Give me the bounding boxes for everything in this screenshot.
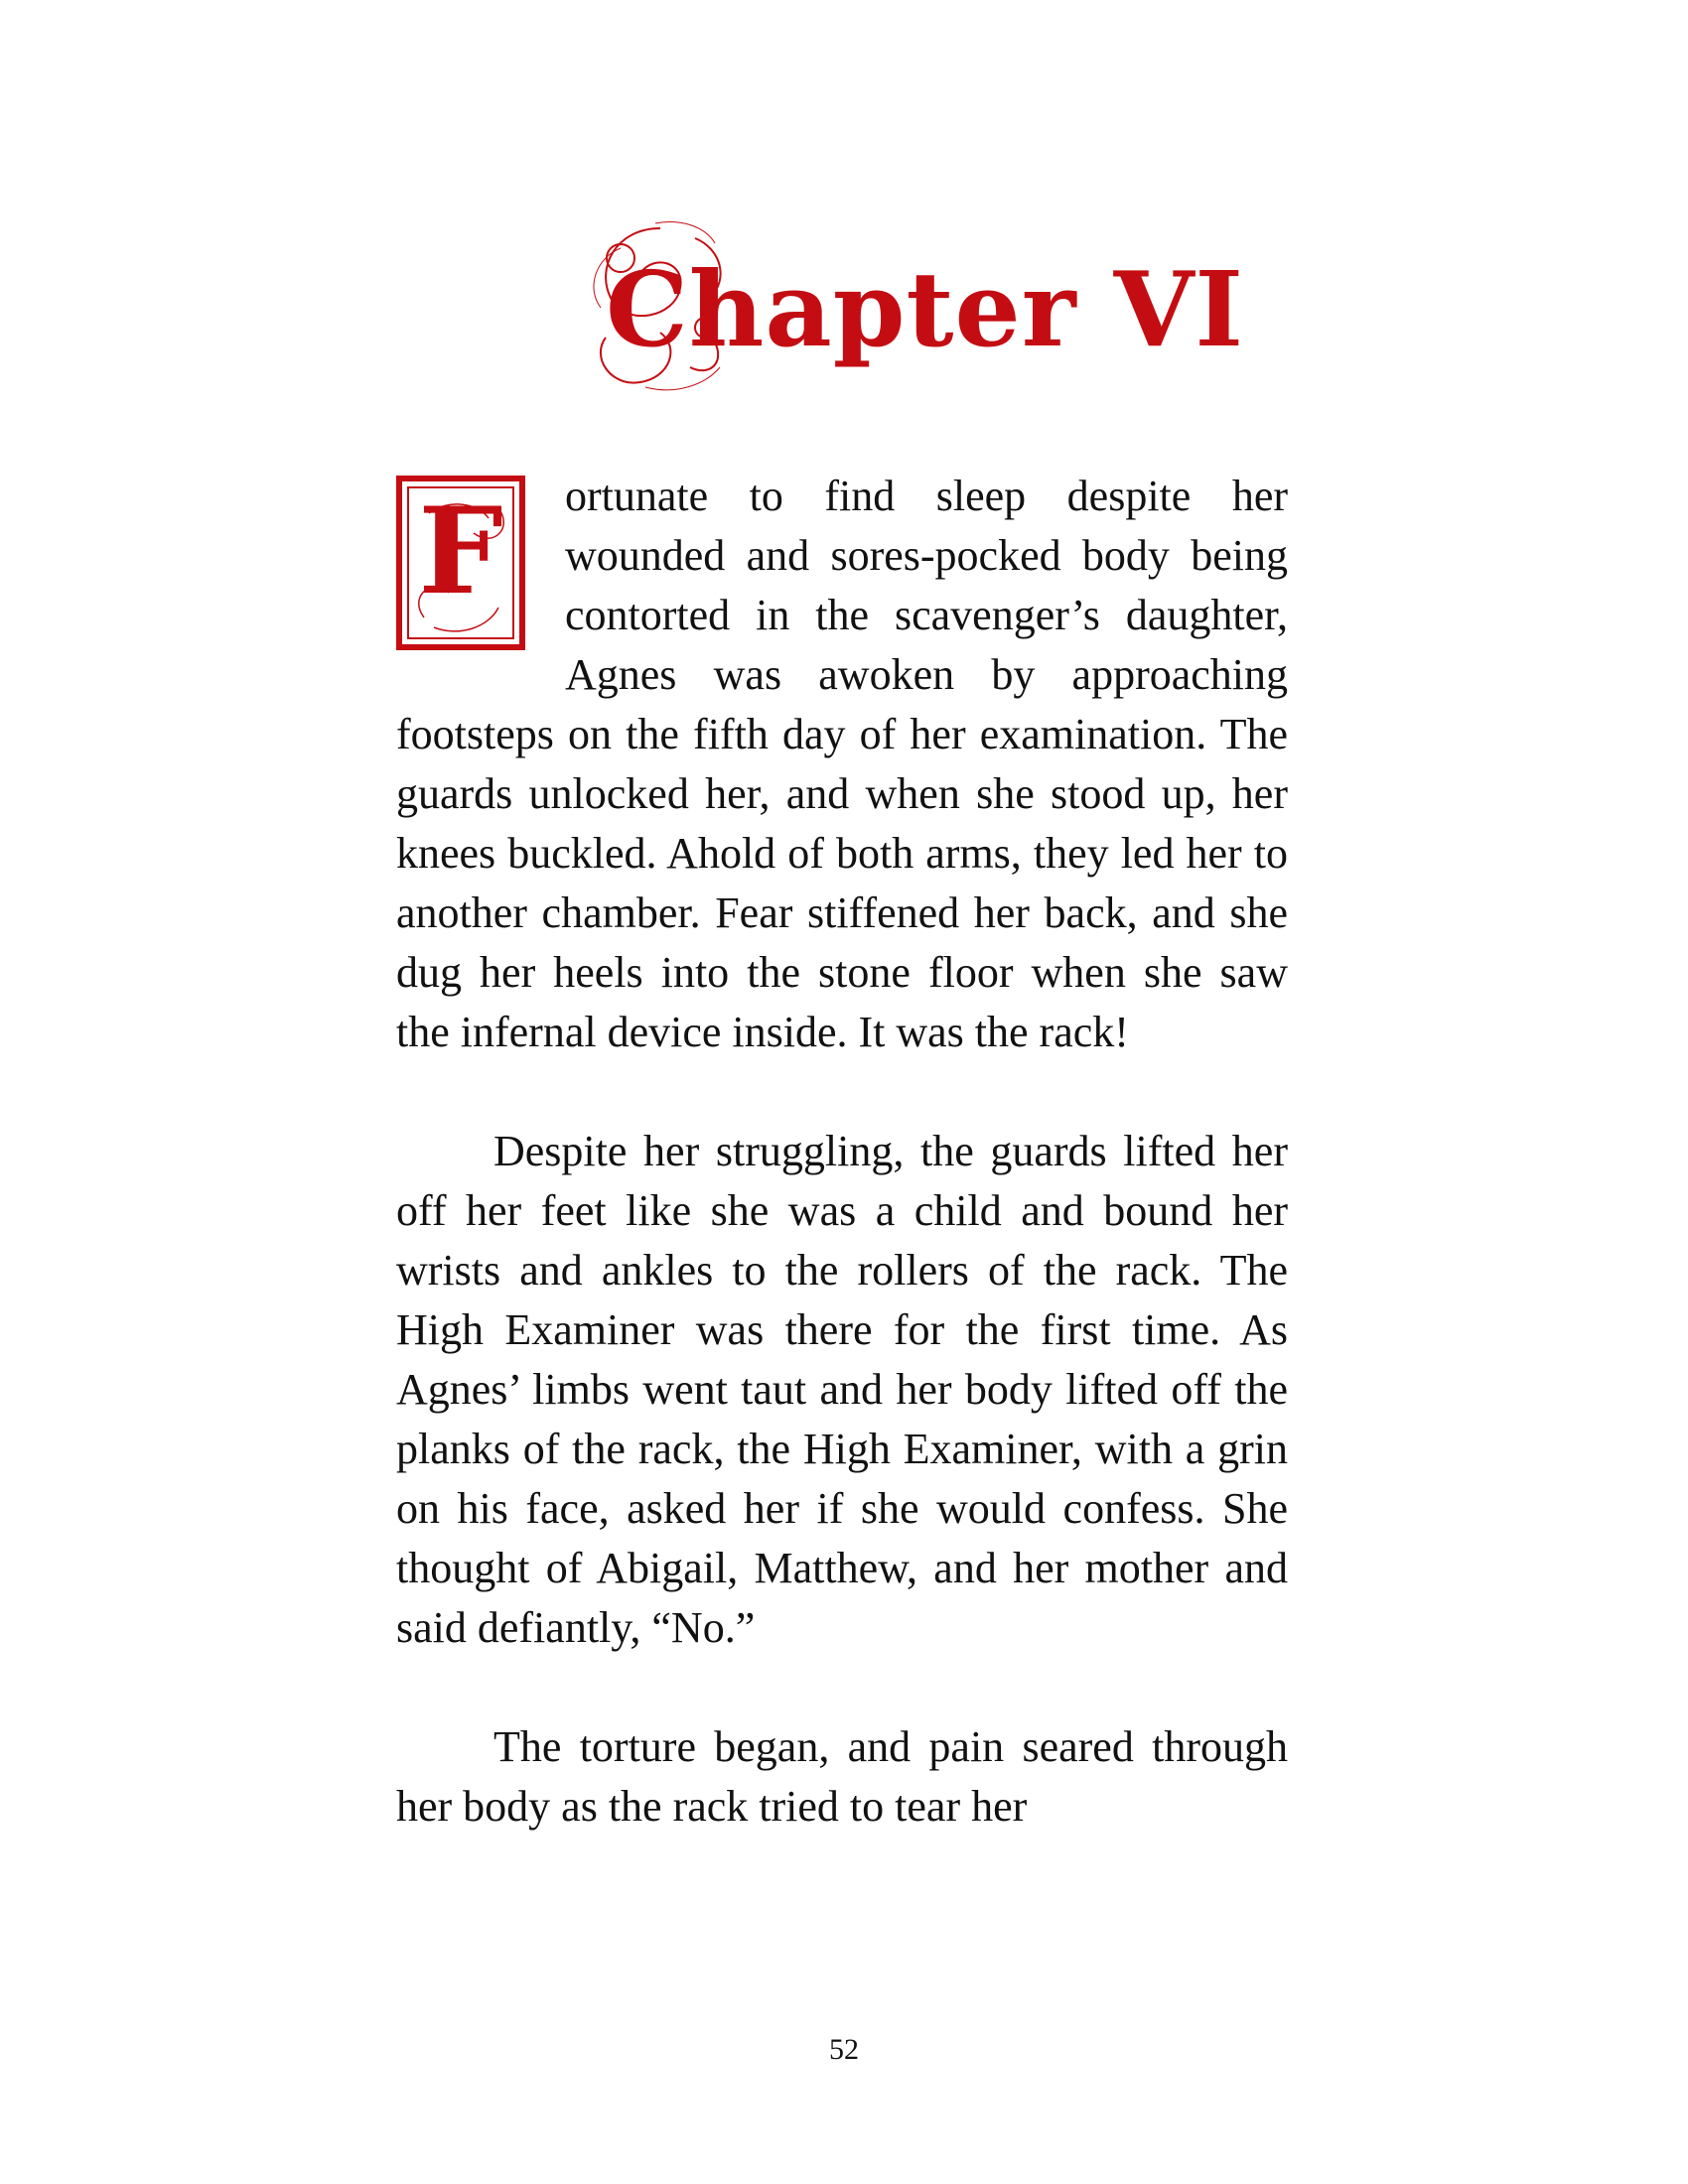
paragraph: [396, 467, 1288, 1062]
chapter-heading: [0, 204, 1688, 402]
paragraph-spacer: [396, 1062, 1288, 1122]
chapter-title: Chapter VI: [606, 248, 1245, 370]
paragraph-text: ortunate to find sleep despite her wounded and sores-pocked body being contorted in the scavenger’s daughter, Agnes was awoken by approaching footsteps on the fifth day of her examination. The guards unlocked her, and when she stood up, her knees buckled. Ahold of both arms, they led her to another chamber. Fear stiffened her back, and she dug her heels into the stone floor when she saw the infernal device inside. It was the rack!: [396, 472, 1288, 1056]
paragraph-spacer: [396, 1658, 1288, 1717]
body-text: [396, 467, 1288, 1837]
drop-cap-letter: F: [418, 481, 503, 621]
page-number: 52: [829, 2033, 859, 2066]
paragraph: Despite her struggling, the guards lifted her off her feet like she was a child and bound her wrists and ankles to the rollers of the rack. The High Examiner was there for the first time. As Agnes’ limbs went taut and her body lifted off the planks of the rack, the High Examiner, with a grin on his face, asked her if she would confess. She thought of Abigail, Matthew, and her mother and said defiantly, “No.”: [396, 1127, 1288, 1652]
paragraph: The torture began, and pain seared through her body as the rack tried to tear her: [396, 1722, 1288, 1831]
drop-cap: [396, 476, 525, 650]
